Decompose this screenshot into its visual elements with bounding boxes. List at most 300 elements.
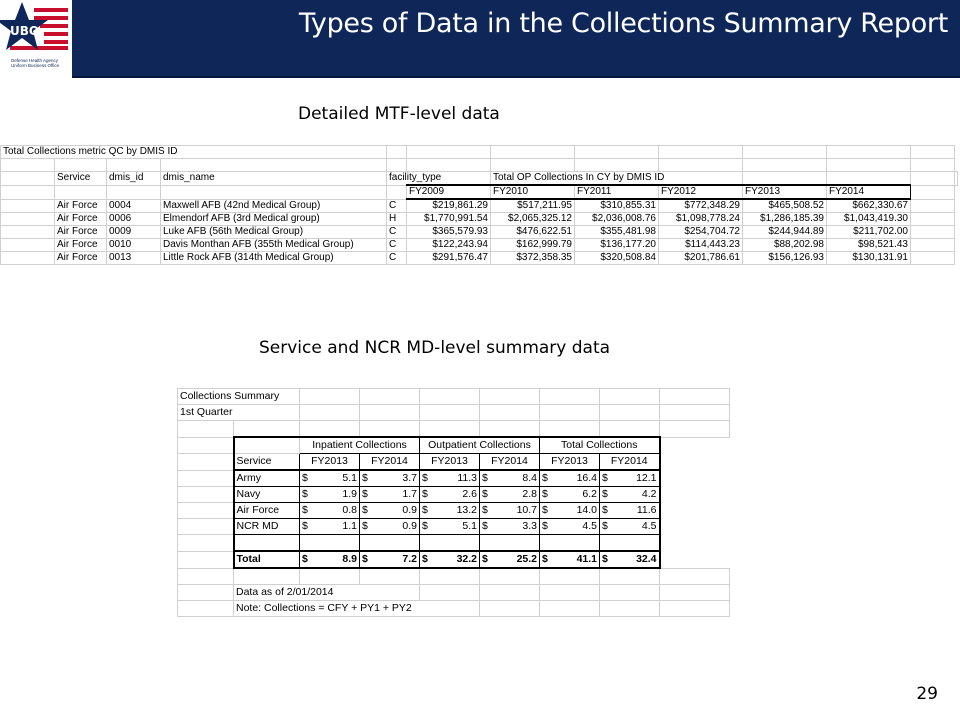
summary-value: 8.9 [342, 553, 358, 565]
table-cell [480, 389, 540, 405]
collection-value-cell: $2,036,008.76 [575, 213, 659, 226]
currency-symbol: $ [482, 520, 488, 532]
summary-value-cell [300, 519, 360, 535]
summary-value-cell [360, 503, 420, 519]
collection-value-cell: $98,521.43 [827, 239, 911, 252]
summary-value: 41.1 [576, 553, 598, 565]
table-cell [1, 199, 55, 213]
currency-symbol: $ [482, 472, 488, 484]
total-label: Total [234, 551, 300, 568]
table-cell [178, 454, 234, 471]
table-title: Total Collections metric QC by DMIS ID [1, 146, 387, 159]
summary-quarter: 1st Quarter [178, 405, 300, 421]
table-cell [540, 421, 600, 438]
dmis-id-cell: 0013 [107, 252, 161, 265]
dmis-id-cell: 0010 [107, 239, 161, 252]
dmis-id-cell: 0006 [107, 213, 161, 226]
summary-value-cell [480, 470, 540, 487]
summary-value-cell [600, 470, 660, 487]
title-bar [72, 0, 960, 78]
currency-symbol: $ [542, 504, 548, 516]
summary-value-cell [540, 470, 600, 487]
currency-symbol: $ [302, 520, 308, 532]
detailed-data-table [0, 145, 958, 265]
collection-value-cell: $122,243.94 [407, 239, 491, 252]
service-name-cell: Navy [234, 487, 300, 503]
table-cell [480, 535, 540, 552]
service-cell: Air Force [55, 239, 107, 252]
summary-value-cell [360, 470, 420, 487]
table-cell [55, 185, 107, 199]
table-cell [178, 551, 234, 568]
year-header: FY2014 [600, 454, 660, 471]
table-cell [161, 159, 387, 172]
table-cell [600, 405, 660, 421]
detailed-caption: Detailed MTF-level data [298, 104, 500, 124]
table-cell [540, 585, 600, 601]
table-cell [420, 535, 480, 552]
table-cell [234, 535, 300, 552]
summary-value: 3.7 [402, 472, 418, 484]
table-cell [911, 159, 955, 172]
table-cell [911, 185, 955, 199]
summary-value: 10.7 [516, 504, 538, 516]
collection-value-cell: $465,508.52 [743, 199, 827, 213]
table-cell [1, 172, 55, 186]
collection-value-cell: $219,861.29 [407, 199, 491, 213]
summary-row [178, 487, 730, 503]
summary-value-cell [540, 551, 600, 568]
collection-value-cell: $1,770,991.54 [407, 213, 491, 226]
service-header: Service [234, 454, 300, 471]
summary-value-cell [300, 503, 360, 519]
currency-symbol: $ [422, 520, 428, 532]
table-cell [107, 159, 161, 172]
summary-value: 32.2 [456, 553, 478, 565]
table-cell [911, 199, 955, 213]
table-cell [107, 185, 161, 199]
table-cell [420, 405, 480, 421]
collection-value-cell: $136,177.20 [575, 239, 659, 252]
table-cell [360, 421, 420, 438]
table-cell [178, 487, 234, 503]
table-row [178, 568, 730, 585]
table-row [1, 199, 958, 213]
summary-value-cell [540, 487, 600, 503]
currency-symbol: $ [362, 553, 368, 565]
table-cell [660, 568, 730, 585]
table-cell [178, 535, 234, 552]
logo-subtitle: Defense Health Agency Uniform Business Office [11, 58, 60, 68]
collection-value-cell: $254,704.72 [659, 226, 743, 239]
collection-value-cell: $372,358.35 [491, 252, 575, 265]
summary-value: 5.1 [462, 520, 478, 532]
summary-value: 4.2 [641, 488, 657, 500]
summary-value-cell [600, 503, 660, 519]
summary-value-cell [540, 503, 600, 519]
table-cell [911, 252, 955, 265]
table-cell [743, 146, 827, 159]
table-cell [420, 568, 480, 585]
summary-value: 25.2 [516, 553, 538, 565]
collection-value-cell: $201,786.61 [659, 252, 743, 265]
dmis-id-cell: 0009 [107, 226, 161, 239]
summary-value-cell [540, 519, 600, 535]
table-cell [387, 159, 407, 172]
summary-value-cell [360, 487, 420, 503]
table-cell [178, 470, 234, 487]
table-cell [1, 159, 55, 172]
summary-value-cell [420, 487, 480, 503]
summary-value-cell [480, 503, 540, 519]
table-cell [300, 405, 360, 421]
summary-value-cell [360, 551, 420, 568]
facility-type-cell: C [387, 252, 407, 265]
service-cell: Air Force [55, 226, 107, 239]
service-name-cell: NCR MD [234, 519, 300, 535]
summary-value: 4.5 [582, 520, 598, 532]
fiscal-year-header: FY2009 [407, 185, 491, 199]
table-cell [491, 146, 575, 159]
currency-symbol: $ [482, 504, 488, 516]
ubo-logo [0, 0, 72, 76]
collection-value-cell: $517,211.95 [491, 199, 575, 213]
page-number: 29 [916, 684, 938, 704]
service-cell: Air Force [55, 199, 107, 213]
slide-header [0, 0, 960, 76]
table-cell [575, 159, 659, 172]
summary-value: 4.5 [641, 520, 657, 532]
table-cell [387, 146, 407, 159]
service-cell: Air Force [55, 213, 107, 226]
table-cell [660, 389, 730, 405]
table-cell [660, 601, 730, 617]
currency-symbol: $ [602, 472, 608, 484]
summary-value: 1.1 [342, 520, 358, 532]
table-cell [420, 421, 480, 438]
column-header: dmis_name [161, 172, 387, 186]
currency-symbol: $ [362, 520, 368, 532]
summary-quarter-row [178, 405, 730, 421]
table-row [1, 226, 958, 239]
table-cell [911, 239, 955, 252]
table-cell [600, 421, 660, 438]
currency-symbol: $ [362, 472, 368, 484]
fiscal-year-header: FY2011 [575, 185, 659, 199]
table-cell [955, 172, 958, 186]
table-cell [178, 585, 234, 601]
table-cell [600, 389, 660, 405]
currency-symbol: $ [602, 504, 608, 516]
facility-type-cell: H [387, 213, 407, 226]
table-cell [178, 503, 234, 519]
summary-value-cell [420, 503, 480, 519]
service-name-cell: Army [234, 470, 300, 487]
summary-value-cell [600, 487, 660, 503]
collection-value-cell: $476,622.51 [491, 226, 575, 239]
data-as-of-row [178, 585, 730, 601]
table-cell [911, 226, 955, 239]
group-header-row [178, 437, 730, 454]
summary-value-cell [480, 519, 540, 535]
table-cell [178, 437, 234, 454]
year-header: FY2013 [420, 454, 480, 471]
table-cell [480, 568, 540, 585]
collection-value-cell: $88,202.98 [743, 239, 827, 252]
currency-symbol: $ [542, 553, 548, 565]
collection-value-cell: $355,481.98 [575, 226, 659, 239]
table-row [1, 252, 958, 265]
fiscal-year-header: FY2014 [827, 185, 911, 199]
summary-value-cell [480, 551, 540, 568]
summary-value: 14.0 [576, 504, 598, 516]
table-cell [234, 421, 300, 438]
service-cell: Air Force [55, 252, 107, 265]
summary-value: 8.4 [522, 472, 538, 484]
table-cell [480, 421, 540, 438]
group-header: Inpatient Collections [300, 437, 420, 454]
table-cell [360, 568, 420, 585]
table-cell [300, 535, 360, 552]
summary-row [178, 519, 730, 535]
summary-value: 12.1 [636, 472, 657, 484]
currency-symbol: $ [422, 504, 428, 516]
table-cell [600, 568, 660, 585]
table-cell [407, 146, 491, 159]
summary-value-cell [420, 551, 480, 568]
table-row [1, 159, 958, 172]
year-header: FY2014 [360, 454, 420, 471]
column-header: Service [55, 172, 107, 186]
table-cell [911, 213, 955, 226]
table-row [178, 421, 730, 438]
table-cell [743, 159, 827, 172]
summary-value: 3.3 [522, 520, 538, 532]
collection-value-cell: $156,126.93 [743, 252, 827, 265]
table-cell [300, 421, 360, 438]
summary-value: 32.4 [636, 553, 657, 565]
slide-title: Types of Data in the Collections Summary Report [298, 8, 948, 39]
fiscal-year-header: FY2012 [659, 185, 743, 199]
summary-value-cell [300, 470, 360, 487]
column-header: facility_type [387, 172, 491, 186]
summary-value-cell [600, 519, 660, 535]
table-cell [491, 159, 575, 172]
summary-value: 6.2 [582, 488, 598, 500]
service-name-cell: Air Force [234, 503, 300, 519]
year-header-row [178, 454, 730, 471]
table-cell [234, 568, 300, 585]
table-cell [178, 601, 234, 617]
currency-symbol: $ [362, 488, 368, 500]
summary-row [178, 503, 730, 519]
table-cell [480, 405, 540, 421]
data-as-of: Data as of 2/01/2014 [234, 585, 420, 601]
table-cell [480, 601, 540, 617]
summary-value: 5.1 [342, 472, 358, 484]
year-header: FY2013 [540, 454, 600, 471]
summary-value: 11.3 [457, 472, 478, 484]
table-cell [660, 421, 730, 438]
summary-value: 2.6 [462, 488, 478, 500]
table-cell [407, 159, 491, 172]
table-cell [420, 389, 480, 405]
collection-value-cell: $244,944.89 [743, 226, 827, 239]
table-cell [659, 159, 743, 172]
currency-symbol: $ [302, 553, 308, 565]
summary-value: 16.4 [576, 472, 598, 484]
table-header-row [1, 172, 958, 186]
collection-value-cell: $310,855.31 [575, 199, 659, 213]
fiscal-year-header: FY2013 [743, 185, 827, 199]
table-cell [300, 568, 360, 585]
table-cell [1, 185, 55, 199]
table-cell [540, 389, 600, 405]
logo-text: UBO [10, 24, 40, 38]
facility-type-cell: C [387, 226, 407, 239]
currency-symbol: $ [542, 488, 548, 500]
fiscal-year-row [1, 185, 958, 199]
table-cell [360, 405, 420, 421]
table-row [1, 213, 958, 226]
table-cell [600, 585, 660, 601]
table-cell [387, 185, 407, 199]
currency-symbol: $ [602, 488, 608, 500]
column-header: dmis_id [107, 172, 161, 186]
currency-symbol: $ [542, 472, 548, 484]
table-cell [540, 601, 600, 617]
collection-value-cell: $662,330.67 [827, 199, 911, 213]
summary-value-cell [420, 470, 480, 487]
table-cell [600, 535, 660, 552]
summary-value-cell [480, 487, 540, 503]
summary-value-cell [300, 487, 360, 503]
summary-value: 11.6 [636, 504, 657, 516]
table-cell [1, 213, 55, 226]
year-header: FY2014 [480, 454, 540, 471]
summary-value: 13.2 [456, 504, 478, 516]
note: Note: Collections = CFY + PY1 + PY2 [234, 601, 480, 617]
summary-title: Collections Summary [178, 389, 300, 405]
collection-value-cell: $211,702.00 [827, 226, 911, 239]
table-cell [659, 146, 743, 159]
currency-symbol: $ [422, 472, 428, 484]
table-cell [360, 389, 420, 405]
collection-value-cell: $114,443.23 [659, 239, 743, 252]
table-cell [161, 185, 387, 199]
currency-symbol: $ [482, 488, 488, 500]
collection-value-cell: $291,576.47 [407, 252, 491, 265]
collection-value-cell: $1,043,419.30 [827, 213, 911, 226]
currency-symbol: $ [602, 520, 608, 532]
summary-data-table [177, 388, 730, 617]
table-cell [55, 159, 107, 172]
group-header-blank [234, 437, 300, 454]
year-header: FY2013 [300, 454, 360, 471]
table-row [1, 239, 958, 252]
column-header: Total OP Collections In CY by DMIS ID [491, 172, 743, 186]
table-cell [827, 172, 911, 186]
dmis-id-cell: 0004 [107, 199, 161, 213]
table-cell [540, 405, 600, 421]
currency-symbol: $ [362, 504, 368, 516]
table-cell [300, 389, 360, 405]
table-cell [600, 601, 660, 617]
summary-value: 1.7 [402, 488, 418, 500]
summary-caption: Service and NCR MD-level summary data [259, 338, 611, 358]
table-cell [911, 146, 955, 159]
table-cell [1, 252, 55, 265]
dmis-name-cell: Maxwell AFB (42nd Medical Group) [161, 199, 387, 213]
currency-symbol: $ [302, 488, 308, 500]
table-cell [360, 535, 420, 552]
collection-value-cell: $1,286,185.39 [743, 213, 827, 226]
summary-value-cell [600, 551, 660, 568]
table-cell [540, 535, 600, 552]
dmis-name-cell: Davis Monthan AFB (355th Medical Group) [161, 239, 387, 252]
collection-value-cell: $1,098,778.24 [659, 213, 743, 226]
summary-value: 0.8 [342, 504, 358, 516]
currency-symbol: $ [602, 553, 608, 565]
table-cell [1, 226, 55, 239]
currency-symbol: $ [542, 520, 548, 532]
summary-total-row [178, 551, 730, 568]
summary-value-cell [360, 519, 420, 535]
table-cell [480, 585, 540, 601]
summary-value: 7.2 [402, 553, 418, 565]
summary-value-cell [300, 551, 360, 568]
facility-type-cell: C [387, 199, 407, 213]
summary-row [178, 470, 730, 487]
table-title-row [1, 146, 958, 159]
collection-value-cell: $2,065,325.12 [491, 213, 575, 226]
table-cell [827, 159, 911, 172]
currency-symbol: $ [302, 504, 308, 516]
summary-title-row [178, 389, 730, 405]
table-cell [540, 568, 600, 585]
table-cell [178, 519, 234, 535]
table-cell [827, 146, 911, 159]
dmis-name-cell: Little Rock AFB (314th Medical Group) [161, 252, 387, 265]
group-header: Outpatient Collections [420, 437, 540, 454]
table-cell [660, 585, 730, 601]
table-cell [420, 585, 480, 601]
table-cell [660, 405, 730, 421]
currency-symbol: $ [422, 553, 428, 565]
facility-type-cell: C [387, 239, 407, 252]
table-cell [575, 146, 659, 159]
dmis-name-cell: Elmendorf AFB (3rd Medical group) [161, 213, 387, 226]
table-cell [178, 568, 234, 585]
collection-value-cell: $772,348.29 [659, 199, 743, 213]
currency-symbol: $ [482, 553, 488, 565]
note-row [178, 601, 730, 617]
currency-symbol: $ [422, 488, 428, 500]
table-cell [743, 172, 827, 186]
summary-value-cell [420, 519, 480, 535]
summary-value: 0.9 [402, 520, 418, 532]
fiscal-year-header: FY2010 [491, 185, 575, 199]
dmis-name-cell: Luke AFB (56th Medical Group) [161, 226, 387, 239]
table-cell [911, 172, 955, 186]
collection-value-cell: $365,579.93 [407, 226, 491, 239]
summary-value: 0.9 [402, 504, 418, 516]
group-header: Total Collections [540, 437, 660, 454]
collection-value-cell: $130,131.91 [827, 252, 911, 265]
collection-value-cell: $320,508.84 [575, 252, 659, 265]
table-cell [1, 239, 55, 252]
table-cell [178, 421, 234, 438]
